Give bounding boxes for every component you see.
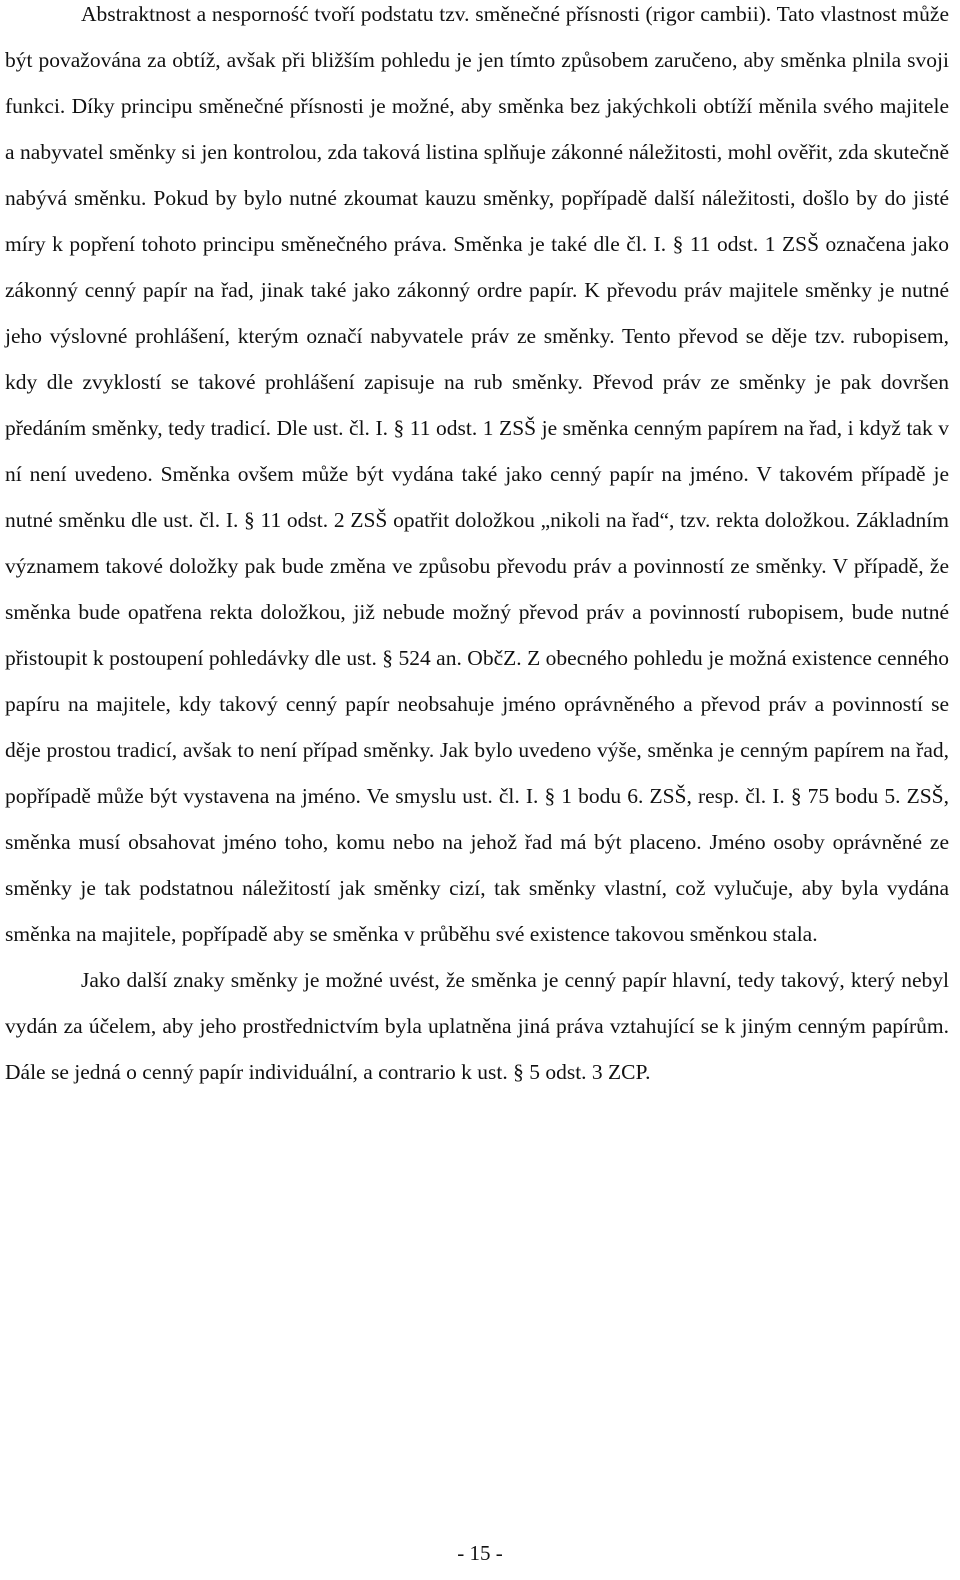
paragraph-further-features: Jako další znaky směnky je možné uvést, že směnka je cenný papír hlavní, tedy takový, který nebyl vydán za účelem, aby jeho prostřednictvím byla uplatněna jiná práva vztahující se k jiným cenným papírům. Dále se jedná o cenný papír individuální, a contrario k ust. § 5 odst. 3 ZCP. bbox=[5, 968, 949, 1084]
page-number: - 15 - bbox=[457, 1541, 503, 1565]
body-text bbox=[5, 0, 949, 1095]
paragraph-rigor-cambii: Abstraktnost a nesporność tvoří podstatu tzv. směnečné přísnosti (rigor cambii). Tato vlastnost může být považována za obtíž, avšak při bližším pohledu je jen tímto způsobem zaručeno, aby směnka plnila svoji funkci. Díky principu směnečné přísnosti je možné, aby směnka bez jakýchkoli obtíží měnila svého majitele a nabyvatel směnky si jen kontrolou, zda taková listina splňuje zákonné náležitosti, mohl ověřit, zda skutečně nabývá směnku. Pokud by bylo nutné zkoumat kauzu směnky, popřípadě další náležitosti, došlo by do jisté míry k popření tohoto principu směnečného práva. Směnka je také dle čl. I. § 11 odst. 1 ZSŠ označena jako zákonný cenný papír na řad, jinak také jako zákonný ordre papír. K převodu práv majitele směnky je nutné jeho výslovné prohlášení, kterým označí nabyvatele práv ze směnky. Tento převod se děje tzv. rubopisem, kdy dle zvyklostí se takové prohlášení zapisuje na rub směnky. Převod práv ze směnky je pak dovršen předáním směnky, tedy tradicí. Dle ust. čl. I. § 11 odst. 1 ZSŠ je směnka cenným papírem na řad, i když tak v ní není uvedeno. Směnka ovšem může být vydána také jako cenný papír na jméno. V takovém případě je nutné směnku dle ust. čl. I. § 11 odst. 2 ZSŠ opatřit doložkou „nikoli na řad“, tzv. rekta doložkou. Základním významem takové doložky pak bude změna ve způsobu převodu práv a povinností ze směnky. V případě, že směnka bude opatřena rekta doložkou, již nebude možný převod práv a povinností rubopisem, bude nutné přistoupit k postoupení pohledávky dle ust. § 524 an. ObčZ. Z obecného pohledu je možná existence cenného papíru na majitele, kdy takový cenný papír neobsahuje jméno oprávněného a převod práv a povinností se děje prostou tradicí, avšak to není případ směnky. Jak bylo uvedeno výše, směnka je cenným papírem na řad, popřípadě může být vystavena na jméno. Ve smyslu ust. čl. I. § 1 bodu 6. ZSŠ, resp. čl. I. § 75 bodu 5. ZSŠ, směnka musí obsahovat jméno toho, komu nebo na jehož řad má být placeno. Jméno osoby oprávněné ze směnky je tak podstatnou náležitostí jak směnky cizí, tak směnky vlastní, což vylučuje, aby byla vydána směnka na majitele, popřípadě aby se směnka v průběhu své existence takovou směnkou stala. bbox=[5, 2, 949, 946]
